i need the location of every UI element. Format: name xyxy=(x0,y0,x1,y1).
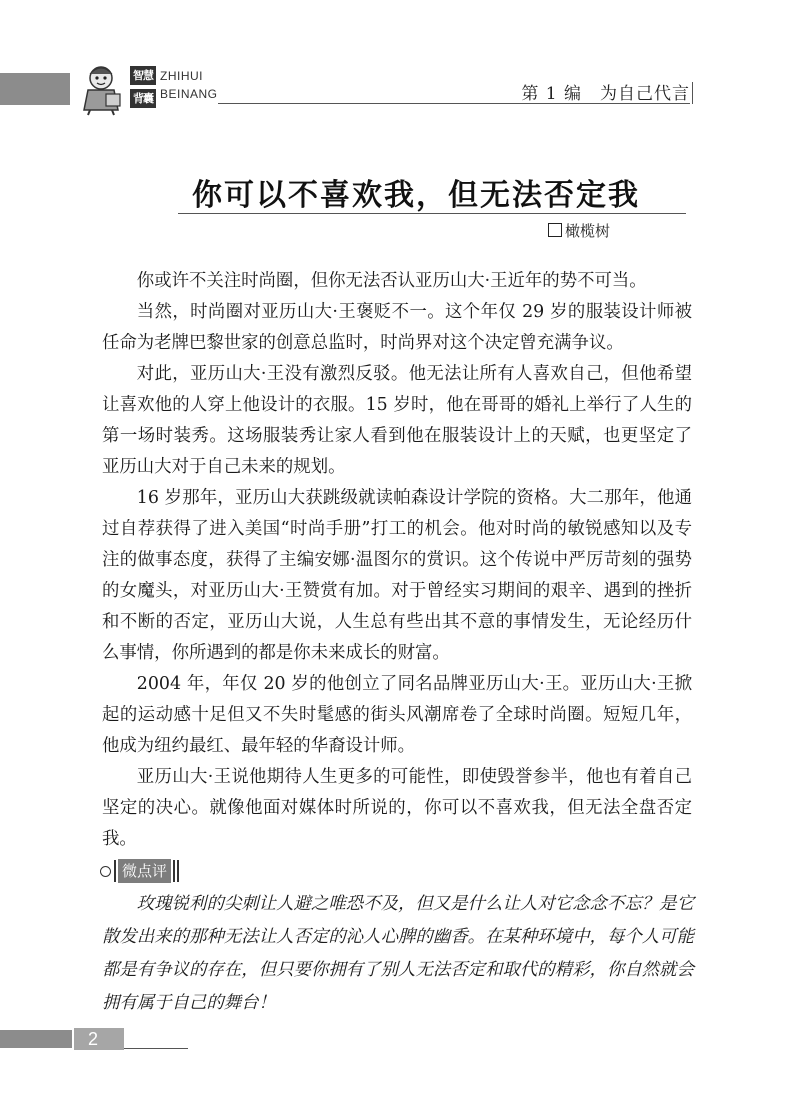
brand-logo xyxy=(130,66,156,108)
brand-logo-top: 智慧 xyxy=(130,66,156,85)
page-number: 2 xyxy=(74,1028,124,1050)
cartoon-mascot-icon xyxy=(76,60,126,116)
header-decor-bar xyxy=(0,73,70,105)
paragraph: 对此，亚历山大·王没有激烈反驳。他无法让所有人喜欢自己，但他希望让喜欢他的人穿上他设计的衣服。15 岁时，他在哥哥的婚礼上举行了人生的第一场时装秀。这场服装秀让家人看到他在服装设计上的天赋，也更坚定了亚历山大对于自己未来的规划。 xyxy=(102,364,692,477)
footer-decor-bar xyxy=(0,1030,72,1048)
comment-text xyxy=(102,888,694,1020)
section-title: 第 1 编 为自己代言 xyxy=(521,84,690,104)
circle-icon xyxy=(100,866,111,877)
comment-label: 微点评 xyxy=(118,859,171,883)
title-decoration-icon xyxy=(92,168,160,236)
comment-bar-end xyxy=(173,860,175,882)
article-body xyxy=(102,266,692,855)
brand-pinyin xyxy=(160,67,218,103)
footer-rule xyxy=(124,1048,188,1049)
paragraph: 当然，时尚圈对亚历山大·王褒贬不一。这个年仅 29 岁的服装设计师被任命为老牌巴黎世家的创意总监时，时尚界对这个决定曾充满争议。 xyxy=(102,302,692,353)
paragraph: 亚历山大·王说他期待人生更多的可能性，即使毁誉参半，他也有着自己坚定的决心。就像他面对媒体时所说的，你可以不喜欢我，但无法全盘否定我。 xyxy=(102,767,692,849)
author-byline xyxy=(548,220,610,241)
byline-box-icon xyxy=(548,223,562,237)
brand-pinyin-line-1: ZHIHUI xyxy=(160,69,203,83)
comment-paragraph: 玫瑰锐利的尖刺让人避之唯恐不及，但又是什么让人对它念念不忘？是它散发出来的那种无法让人否定的沁人心脾的幽香。在某种环境中，每个人可能都是有争议的存在，但只要你拥有了别人无法否定和取代的精彩，你自然就会拥有属于自己的舞台！ xyxy=(102,894,694,1013)
article-title: 你可以不喜欢我，但无法否定我 xyxy=(192,178,640,213)
paragraph: 你或许不关注时尚圈，但你无法否认亚历山大·王近年的势不可当。 xyxy=(136,271,647,291)
comment-bar xyxy=(114,860,116,882)
title-rule xyxy=(178,213,686,214)
paragraph: 2004 年，年仅 20 岁的他创立了同名品牌亚历山大·王。亚历山大·王掀起的运动感十足但又不失时髦感的街头风潮席卷了全球时尚圈。短短几年，他成为纽约最红、最年轻的华裔设计师。 xyxy=(102,674,692,756)
comment-heading xyxy=(100,858,179,884)
brand-pinyin-line-2: BEINANG xyxy=(160,87,218,101)
author-name: 橄榄树 xyxy=(564,222,610,240)
brand-logo-bottom: 背囊 xyxy=(130,89,156,108)
comment-bar-end-2 xyxy=(177,860,179,882)
header-tick xyxy=(692,82,693,104)
paragraph: 16 岁那年，亚历山大获跳级就读帕森设计学院的资格。大二那年，他通过自荐获得了进入美国“时尚手册”打工的机会。他对时尚的敏锐感知以及专注的做事态度，获得了主编安娜·温图尔的赏识。这个传说中严厉苛刻的强势的女魔头，对亚历山大·王赞赏有加。对于曾经实习期间的艰辛、遇到的挫折和不断的否定，亚历山大说，人生总有些出其不意的事情发生，无论经历什么事情，你所遇到的都是你未来成长的财富。 xyxy=(102,488,692,663)
